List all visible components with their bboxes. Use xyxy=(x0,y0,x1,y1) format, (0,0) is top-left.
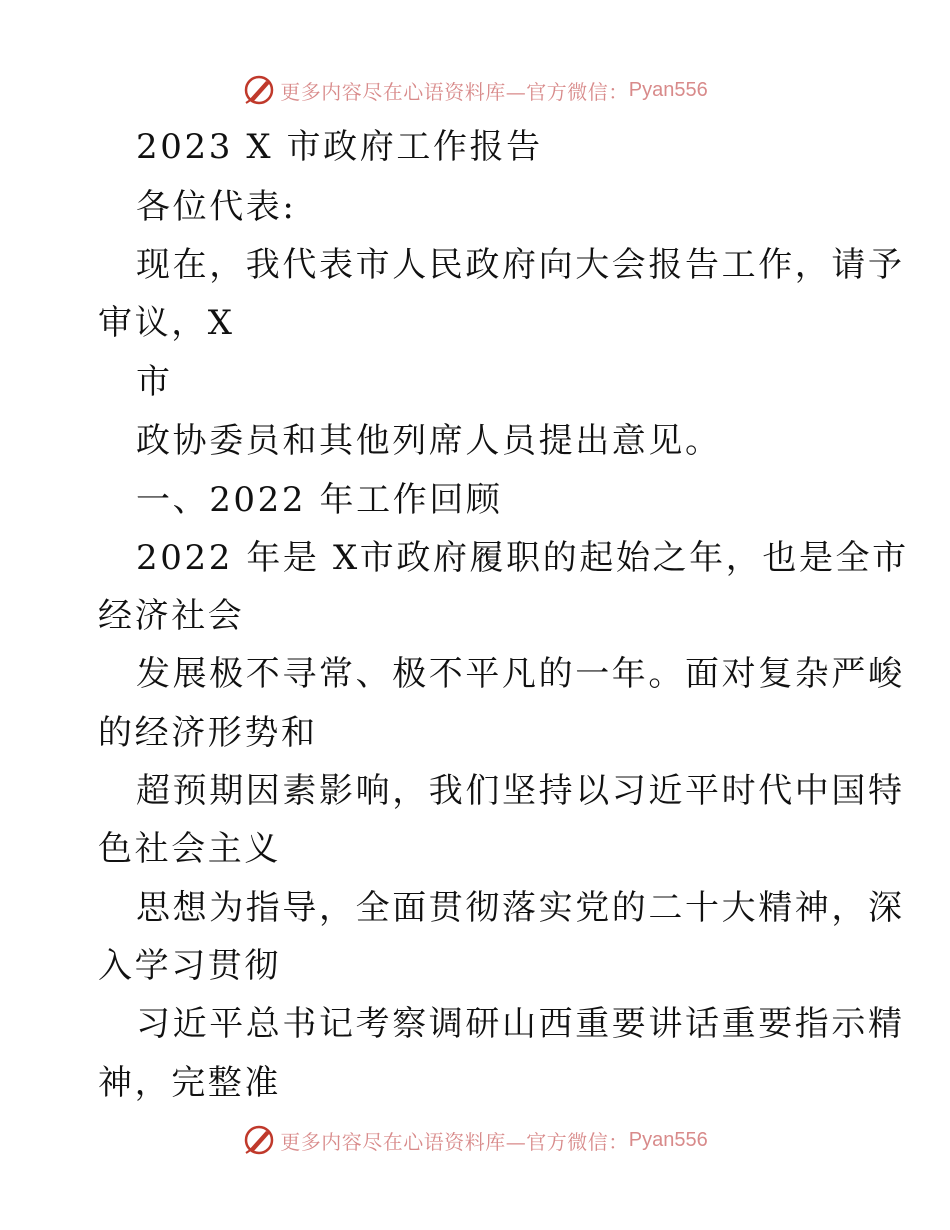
text-line: 色社会主义 xyxy=(98,829,281,869)
watermark-id: Pyan556 xyxy=(628,1128,708,1151)
text-line: 2022 年是 X市政府履职的起始之年，也是全市 xyxy=(136,538,909,578)
section-heading: 一、2022 年工作回顾 xyxy=(136,480,503,520)
text-line: 思想为指导，全面贯彻落实党的二十大精神，深 xyxy=(136,888,905,928)
text-line: 发展极不寻常、极不平凡的一年。面对复杂严峻 xyxy=(136,654,905,694)
watermark-text: 更多内容尽在心语资料库—官方微信： xyxy=(280,79,629,104)
document-title: 2023 X 市政府工作报告 xyxy=(136,127,543,167)
text-line: 的经济形势和 xyxy=(98,713,318,753)
watermark-id: Pyan556 xyxy=(628,78,708,101)
text-line: 审议，X xyxy=(98,303,235,343)
text-line: 超预期因素影响，我们坚持以习近平时代中国特 xyxy=(136,771,905,811)
watermark-banner-bottom xyxy=(0,1122,950,1158)
watermark-text: 更多内容尽在心语资料库—官方微信： xyxy=(280,1129,629,1154)
text-line: 神，完整准 xyxy=(98,1063,281,1103)
text-line: 各位代表: xyxy=(136,187,297,227)
text-line: 现在，我代表市人民政府向大会报告工作，请予 xyxy=(136,245,905,285)
text-line: 市 xyxy=(136,362,173,402)
text-line: 习近平总书记考察调研山西重要讲话重要指示精 xyxy=(136,1004,905,1044)
text-line: 入学习贯彻 xyxy=(98,946,281,986)
text-line: 政协委员和其他列席人员提出意见。 xyxy=(136,421,722,461)
text-line: 经济社会 xyxy=(98,596,245,636)
quill-logo-icon xyxy=(242,1123,276,1157)
